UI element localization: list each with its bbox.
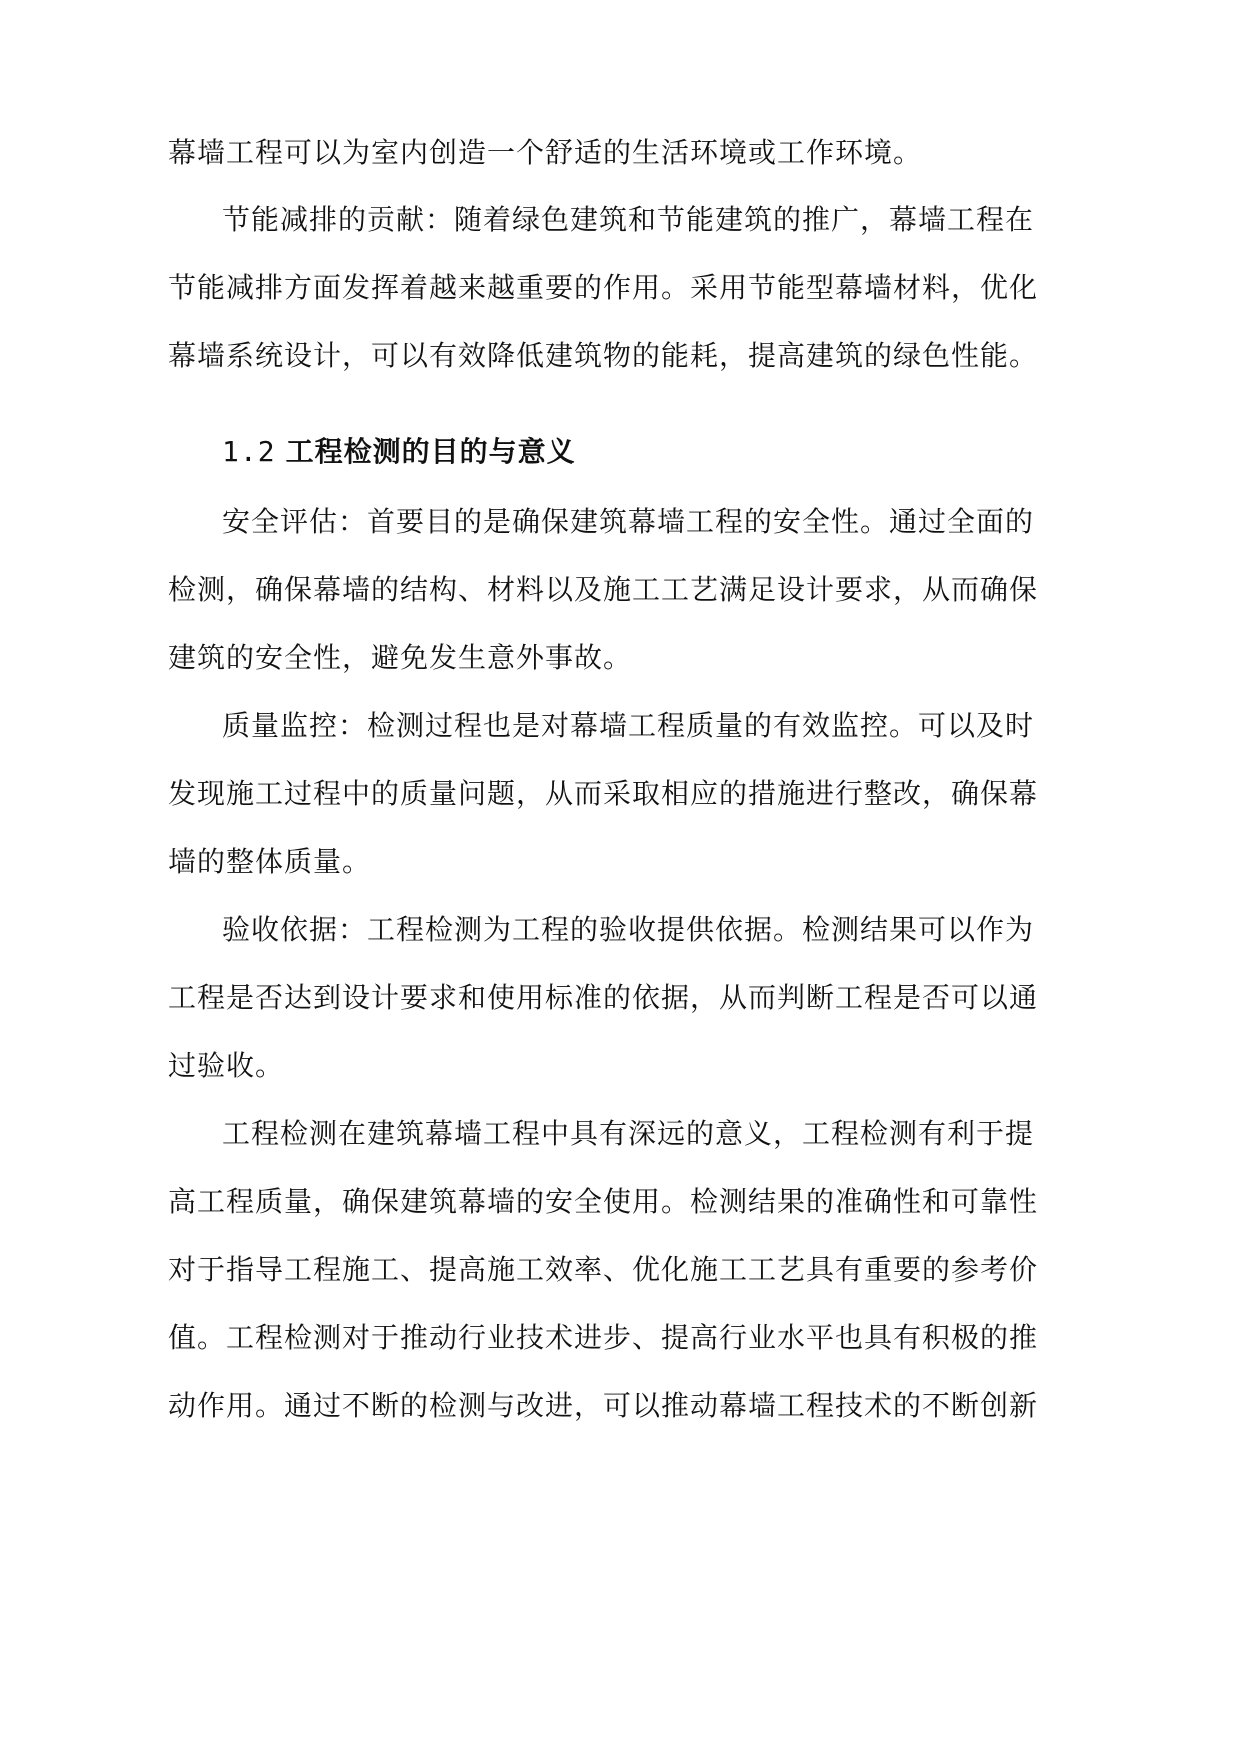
- paragraph-line: 安全评估：首要目的是确保建筑幕墙工程的安全性。通过全面的: [222, 505, 1035, 538]
- paragraph-line: 幕墙工程可以为室内创造一个舒适的生活环境或工作环境。: [168, 136, 923, 169]
- paragraph-line: 建筑的安全性，避免发生意外事故。: [168, 641, 633, 674]
- paragraph-line: 工程是否达到设计要求和使用标准的依据，从而判断工程是否可以通: [168, 981, 1039, 1014]
- paragraph-line: 节能减排的贡献：随着绿色建筑和节能建筑的推广，幕墙工程在: [222, 203, 1035, 236]
- paragraph-line: 高工程质量，确保建筑幕墙的安全使用。检测结果的准确性和可靠性: [168, 1185, 1039, 1218]
- section-number: 1.2: [222, 435, 276, 468]
- paragraph-line: 幕墙系统设计，可以有效降低建筑物的能耗，提高建筑的绿色性能。: [168, 339, 1039, 372]
- paragraph-line: 工程检测在建筑幕墙工程中具有深远的意义，工程检测有利于提: [222, 1117, 1035, 1150]
- paragraph-line: 质量监控：检测过程也是对幕墙工程质量的有效监控。可以及时: [222, 709, 1035, 742]
- paragraph-line: 值。工程检测对于推动行业技术进步、提高行业水平也具有积极的推: [168, 1321, 1039, 1354]
- paragraph-line: 动作用。通过不断的检测与改进，可以推动幕墙工程技术的不断创新: [168, 1389, 1039, 1422]
- paragraph-line: 发现施工过程中的质量问题，从而采取相应的措施进行整改，确保幕: [168, 777, 1039, 810]
- paragraph-line: 对于指导工程施工、提高施工效率、优化施工工艺具有重要的参考价: [168, 1253, 1039, 1286]
- section-title: 工程检测的目的与意义: [285, 435, 576, 468]
- paragraph-line: 过验收。: [168, 1049, 285, 1082]
- paragraph-line: 验收依据：工程检测为工程的验收提供依据。检测结果可以作为: [222, 913, 1035, 946]
- paragraph-line: 墙的整体质量。: [168, 845, 372, 878]
- paragraph-line: 节能减排方面发挥着越来越重要的作用。采用节能型幕墙材料，优化: [168, 271, 1039, 304]
- paragraph-line: 检测，确保幕墙的结构、材料以及施工工艺满足设计要求，从而确保: [168, 573, 1039, 606]
- section-heading: [222, 432, 576, 472]
